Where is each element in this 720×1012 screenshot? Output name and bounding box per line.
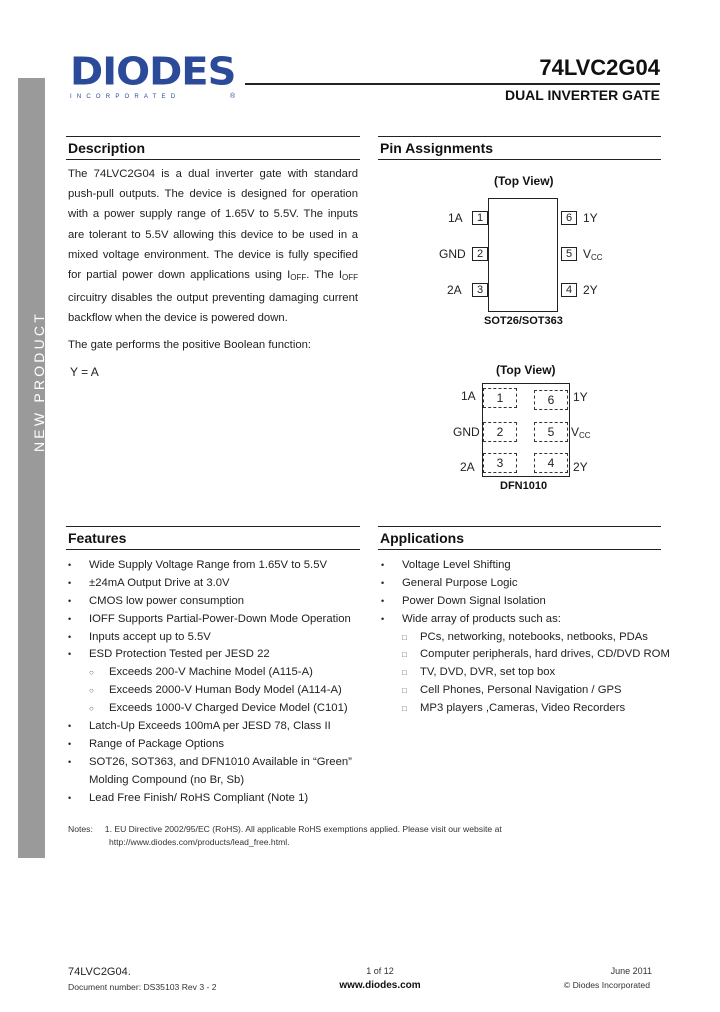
applications-item: [381, 611, 671, 629]
features-item-text: Exceeds 1000-V Charged Device Model (C101): [109, 702, 348, 715]
features-item-text: ±24mA Output Drive at 3.0V: [89, 576, 230, 589]
features-item-text: Molding Compound (no Br, Sb): [89, 773, 245, 786]
features-item: [68, 646, 368, 664]
footer-document-number: Document number: DS35103 Rev 3 - 2: [68, 982, 217, 992]
applications-item: [381, 575, 671, 593]
dfn-pin-4-name: 2Y: [573, 460, 588, 474]
sub-bullet-icon: □: [402, 704, 407, 714]
features-item-text: Inputs accept up to 5.5V: [89, 630, 211, 643]
features-item: [68, 557, 368, 575]
logo-wordmark: DIODES: [70, 50, 236, 94]
sub-bullet-icon: □: [402, 632, 407, 642]
sot-pin-5-name: $V_{CC}$: [583, 247, 603, 262]
sot-pin-6: 6: [561, 211, 577, 225]
applications-item-text: PCs, networking, notebooks, netbooks, PDAs: [420, 630, 648, 643]
logo-subtitle: INCORPORATED: [70, 94, 181, 100]
sot-pin-4-name: 2Y: [583, 283, 598, 297]
features-item-text: CMOS low power consumption: [89, 594, 245, 607]
header-rule: [245, 83, 660, 85]
features-item-text: Latch-Up Exceeds 100mA per JESD 78, Class II: [89, 720, 331, 733]
sot-pin-1: 1: [472, 211, 488, 225]
registered-mark: ®: [230, 93, 236, 100]
boolean-intro: The gate performs the positive Boolean function:: [68, 339, 312, 351]
applications-item: [381, 593, 671, 611]
applications-heading: Applications: [378, 526, 661, 550]
dfn-pad-4: 4: [534, 453, 568, 473]
footer-copyright: © Diodes Incorporated: [563, 980, 650, 990]
applications-item-text: MP3 players ,Cameras, Video Recorders: [420, 702, 626, 715]
bullet-icon: •: [381, 595, 385, 606]
applications-item: [381, 664, 671, 682]
dfn-pin-1-name: 1A: [461, 389, 476, 403]
note-1: 1. EU Directive 2002/95/EC (RoHS). All applicable RoHS exemptions applied. Please visit our website at: [104, 824, 502, 834]
applications-item-text: TV, DVD, DVR, set top box: [420, 666, 556, 679]
new-product-label: NEW PRODUCT: [31, 311, 47, 452]
applications-item-text: Cell Phones, Personal Navigation / GPS: [420, 684, 622, 697]
sot-package-label: SOT26/SOT363: [484, 315, 563, 327]
sub-bullet-icon: □: [402, 650, 407, 660]
sub-bullet-icon: ○: [89, 704, 94, 714]
footer-page-number: 1 of 12: [366, 966, 394, 976]
sub-bullet-icon: ○: [89, 686, 94, 696]
bullet-icon: •: [68, 560, 72, 570]
sot-pin-2: 2: [472, 247, 488, 261]
bullet-icon: •: [68, 649, 72, 660]
features-item: [68, 593, 368, 611]
dfn-package-label: DFN1010: [500, 480, 548, 492]
dfn-pad-3: 3: [483, 453, 517, 473]
description-heading: Description: [66, 136, 360, 160]
features-item-text: Wide Supply Voltage Range from 1.65V to 5.5V: [89, 559, 328, 571]
features-item: [68, 718, 368, 736]
features-item-text: SOT26, SOT363, and DFN1010 Available in “Green”: [89, 755, 352, 768]
dfn-pad-1: 1: [483, 388, 517, 408]
sub-bullet-icon: □: [402, 668, 407, 678]
features-item: [68, 682, 368, 700]
side-banner: [18, 78, 45, 858]
features-item: [68, 772, 368, 790]
dfn-pad-2: 2: [483, 422, 517, 442]
applications-item-text: Computer peripherals, hard drives, CD/DVD ROM: [420, 648, 670, 661]
description-paragraph: The 74LVC2G04 is a dual inverter gate with standard push-pull outputs. The device is designed for operation with a power supply range of 1.65V to 5.5V. The inputs are tolerant to 5.5V allowing this device to be used in a mixed voltage environment. The device is fully specified for partial power down applications using $I_{OFF}$. The $I_{OFF}$ circuitry disables the output preventing damaging current backflow when the device is powered down.: [68, 168, 358, 325]
sot-pin-1-name: 1A: [448, 211, 463, 225]
applications-item: [381, 646, 671, 664]
footer-date: June 2011: [610, 966, 652, 976]
footer-website-link[interactable]: www.diodes.com: [339, 980, 421, 991]
dfn-pin-6-name: 1Y: [573, 390, 588, 404]
features-item: [68, 790, 368, 808]
bullet-icon: •: [68, 738, 72, 749]
sub-bullet-icon: ○: [89, 668, 94, 678]
dfn-pin-5-name: $V_{CC}$: [571, 425, 591, 440]
sot-package-body: [488, 198, 558, 312]
features-item: [68, 629, 368, 647]
features-item-text: Exceeds 200-V Machine Model (A115-A): [109, 666, 313, 679]
applications-item-text: Power Down Signal Isolation: [402, 594, 546, 607]
sot-pin-2-name: GND: [439, 247, 466, 261]
sub-bullet-icon: □: [402, 686, 407, 696]
sot-pin-4: 4: [561, 283, 577, 297]
notes: [68, 823, 502, 849]
features-item: [68, 700, 368, 718]
note-1-url: http://www.diodes.com/products/lead_free.html.: [109, 837, 290, 847]
applications-item: [381, 682, 671, 700]
bullet-icon: •: [68, 577, 72, 588]
features-heading: Features: [66, 526, 360, 550]
applications-item: [381, 629, 671, 647]
diodes-logo: [70, 52, 235, 100]
footer-part-number: 74LVC2G04.: [68, 966, 131, 978]
bullet-icon: •: [68, 595, 72, 606]
features-item: [68, 611, 368, 629]
features-item-text: Lead Free Finish/ RoHS Compliant (Note 1): [89, 791, 309, 804]
bullet-icon: •: [68, 792, 72, 803]
boolean-equation: Y = A: [70, 365, 99, 379]
dfn-pin-2-name: GND: [453, 425, 480, 439]
sot-pin-5: 5: [561, 247, 577, 261]
sot-pin-3-name: 2A: [447, 283, 462, 297]
features-list: [68, 557, 368, 807]
bullet-icon: •: [381, 560, 385, 570]
dfn-pad-6: 6: [534, 390, 568, 410]
applications-item: [381, 557, 671, 575]
features-item: [68, 754, 368, 772]
applications-item-text: Wide array of products such as:: [402, 612, 561, 625]
bullet-icon: •: [381, 613, 385, 624]
bullet-icon: •: [68, 721, 72, 732]
features-item-text: Exceeds 2000-V Human Body Model (A114-A): [109, 684, 342, 697]
sot-pin-3: 3: [472, 283, 488, 297]
sot-top-view-label: (Top View): [494, 174, 554, 188]
features-item: [68, 575, 368, 593]
applications-list: [381, 557, 671, 718]
features-item-text: IOFF Supports Partial-Power-Down Mode Operation: [89, 612, 351, 625]
bullet-icon: •: [68, 631, 72, 642]
dfn-pad-5: 5: [534, 422, 568, 442]
bullet-icon: •: [381, 577, 385, 588]
sot-pin-6-name: 1Y: [583, 211, 598, 225]
part-number: 74LVC2G04: [539, 55, 660, 80]
applications-item: [381, 700, 671, 718]
dfn-pin-3-name: 2A: [460, 460, 475, 474]
part-description: DUAL INVERTER GATE: [504, 87, 660, 103]
bullet-icon: •: [68, 613, 72, 624]
features-item-text: ESD Protection Tested per JESD 22: [89, 648, 270, 661]
notes-label: Notes:: [68, 824, 93, 834]
features-item: [68, 664, 368, 682]
features-item: [68, 736, 368, 754]
applications-item-text: Voltage Level Shifting: [402, 559, 511, 571]
applications-item-text: General Purpose Logic: [402, 576, 518, 589]
pin-assignments-heading: Pin Assignments: [378, 136, 661, 160]
features-item-text: Range of Package Options: [89, 737, 225, 750]
dfn-top-view-label: (Top View): [496, 363, 556, 377]
bullet-icon: •: [68, 756, 72, 767]
